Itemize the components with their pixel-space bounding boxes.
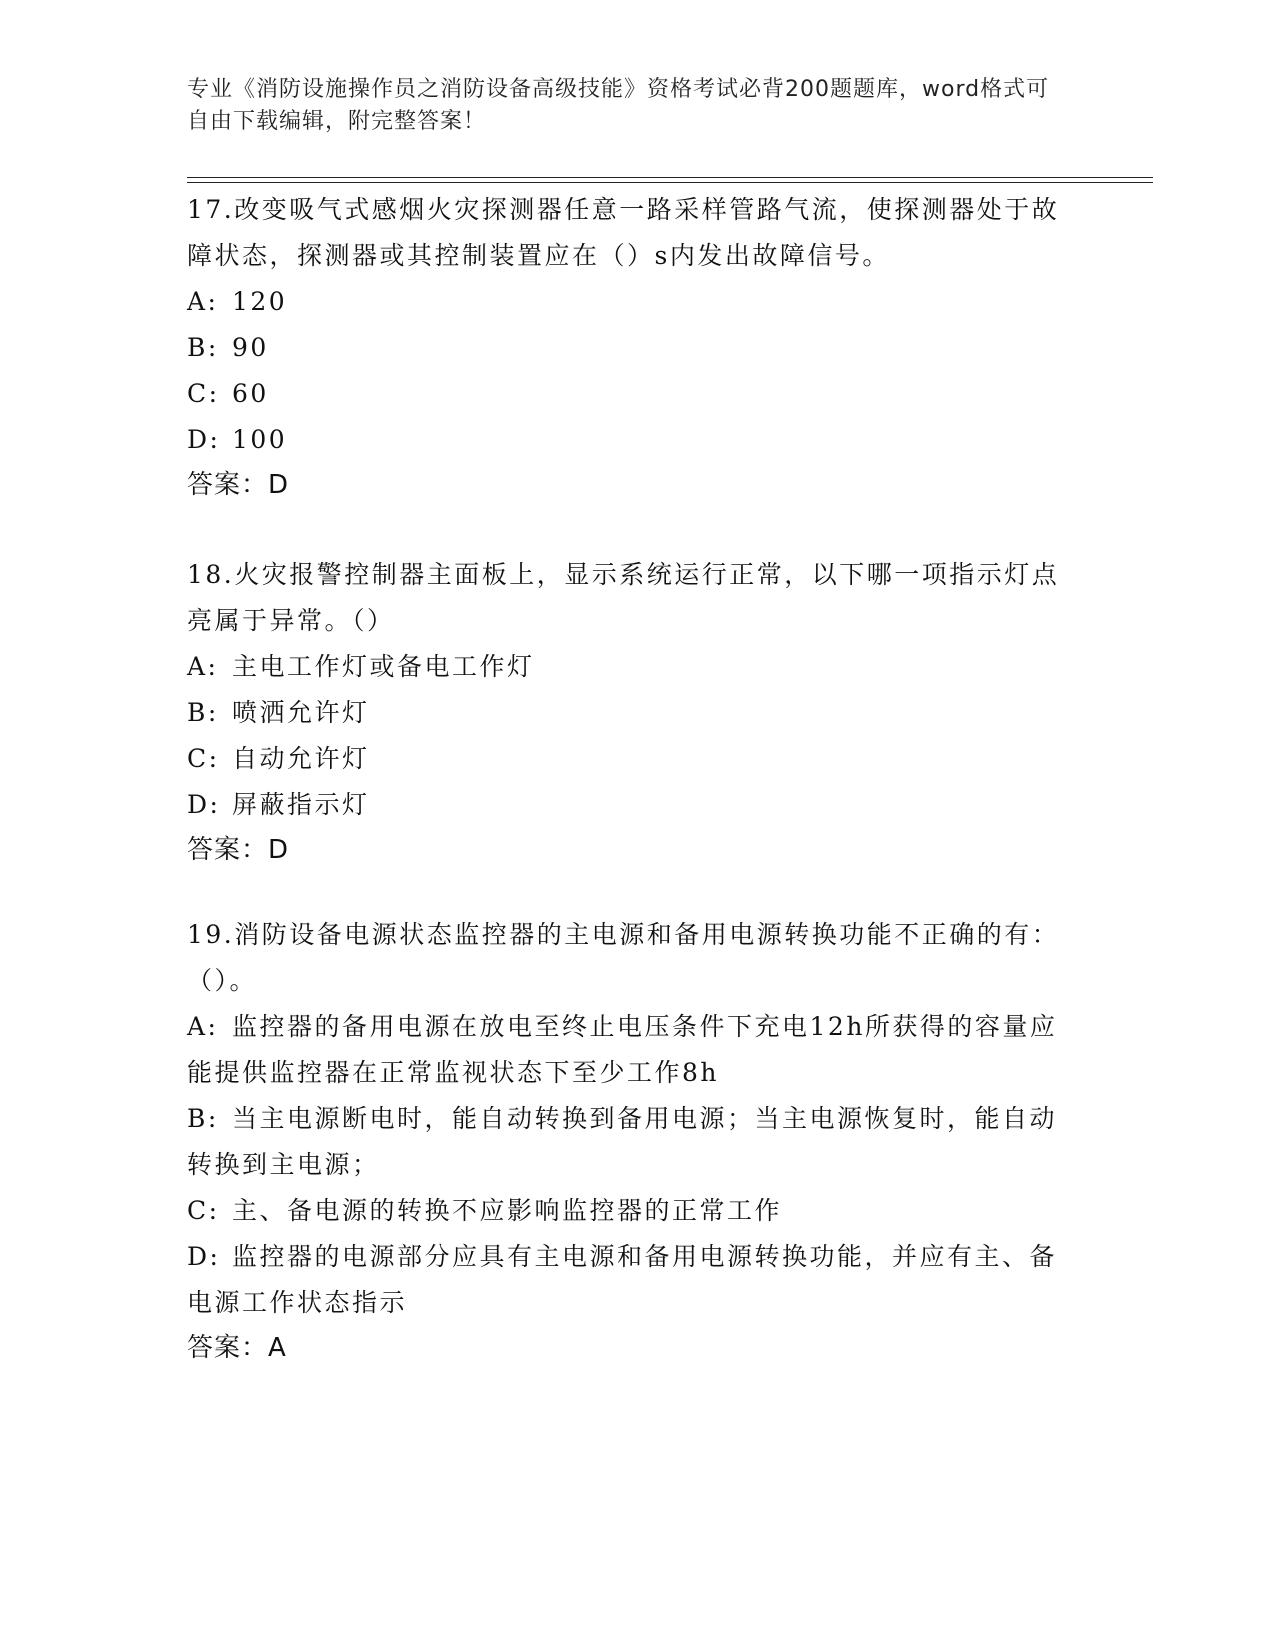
option-text: 监控器的电源部分应具有主电源和备用电源转换功能，并应有主、备电源工作状态指示 [187,1242,1058,1317]
header-divider-top [187,177,1153,178]
option-d [187,782,1067,828]
question-17 [187,187,1067,507]
option-text: 主电工作灯或备电工作灯 [232,652,535,681]
option-c [187,1188,1067,1234]
option-text: 屏蔽指示灯 [232,790,370,819]
option-key: A: [187,1012,219,1041]
option-text: 喷洒允许灯 [232,698,370,727]
option-a [187,1004,1067,1096]
option-c [187,736,1067,782]
option-text: 当主电源断电时，能自动转换到备用电源；当主电源恢复时，能自动转换到主电源； [187,1104,1058,1179]
option-text: 100 [232,425,288,454]
option-key: D: [187,790,221,819]
answer-line: 答案：A [187,1333,287,1363]
question-stem: 17.改变吸气式感烟火灾探测器任意一路采样管路气流，使探测器处于故障状态，探测器或其控制装置应在（）s内发出故障信号。 [187,195,1060,270]
option-text: 自动允许灯 [232,744,370,773]
option-b [187,1096,1067,1188]
option-key: B: [187,698,219,727]
option-a [187,279,1067,325]
option-text: 90 [232,333,269,362]
option-key: B: [187,1104,219,1133]
question-19 [187,912,1067,1370]
option-key: C: [187,1196,220,1225]
option-d [187,1234,1067,1326]
question-18 [187,552,1067,872]
option-key: A: [187,652,219,681]
option-c [187,371,1067,417]
option-d [187,417,1067,463]
option-text: 监控器的备用电源在放电至终止电压条件下充电12h所获得的容量应能提供监控器在正常监视状态下至少工作8h [187,1012,1058,1087]
option-key: C: [187,379,220,408]
option-text: 主、备电源的转换不应影响监控器的正常工作 [232,1196,783,1225]
question-stem: 19.消防设备电源状态监控器的主电源和备用电源转换功能不正确的有：（）。 [187,920,1060,995]
answer-line: 答案：D [187,470,290,500]
document-header: 专业《消防设施操作员之消防设备高级技能》资格考试必背200题题库，word格式可自由下载编辑，附完整答案！ [187,77,1050,134]
option-key: A: [187,287,219,316]
option-text: 120 [232,287,288,316]
option-key: C: [187,744,220,773]
answer-line: 答案：D [187,835,290,865]
option-b [187,690,1067,736]
option-key: D: [187,425,221,454]
header-divider-bottom [187,182,1153,183]
question-stem: 18.火灾报警控制器主面板上，显示系统运行正常，以下哪一项指示灯点亮属于异常。（） [187,560,1060,635]
option-key: D: [187,1242,221,1271]
option-key: B: [187,333,219,362]
option-b [187,325,1067,371]
option-text: 60 [232,379,269,408]
option-a [187,644,1067,690]
